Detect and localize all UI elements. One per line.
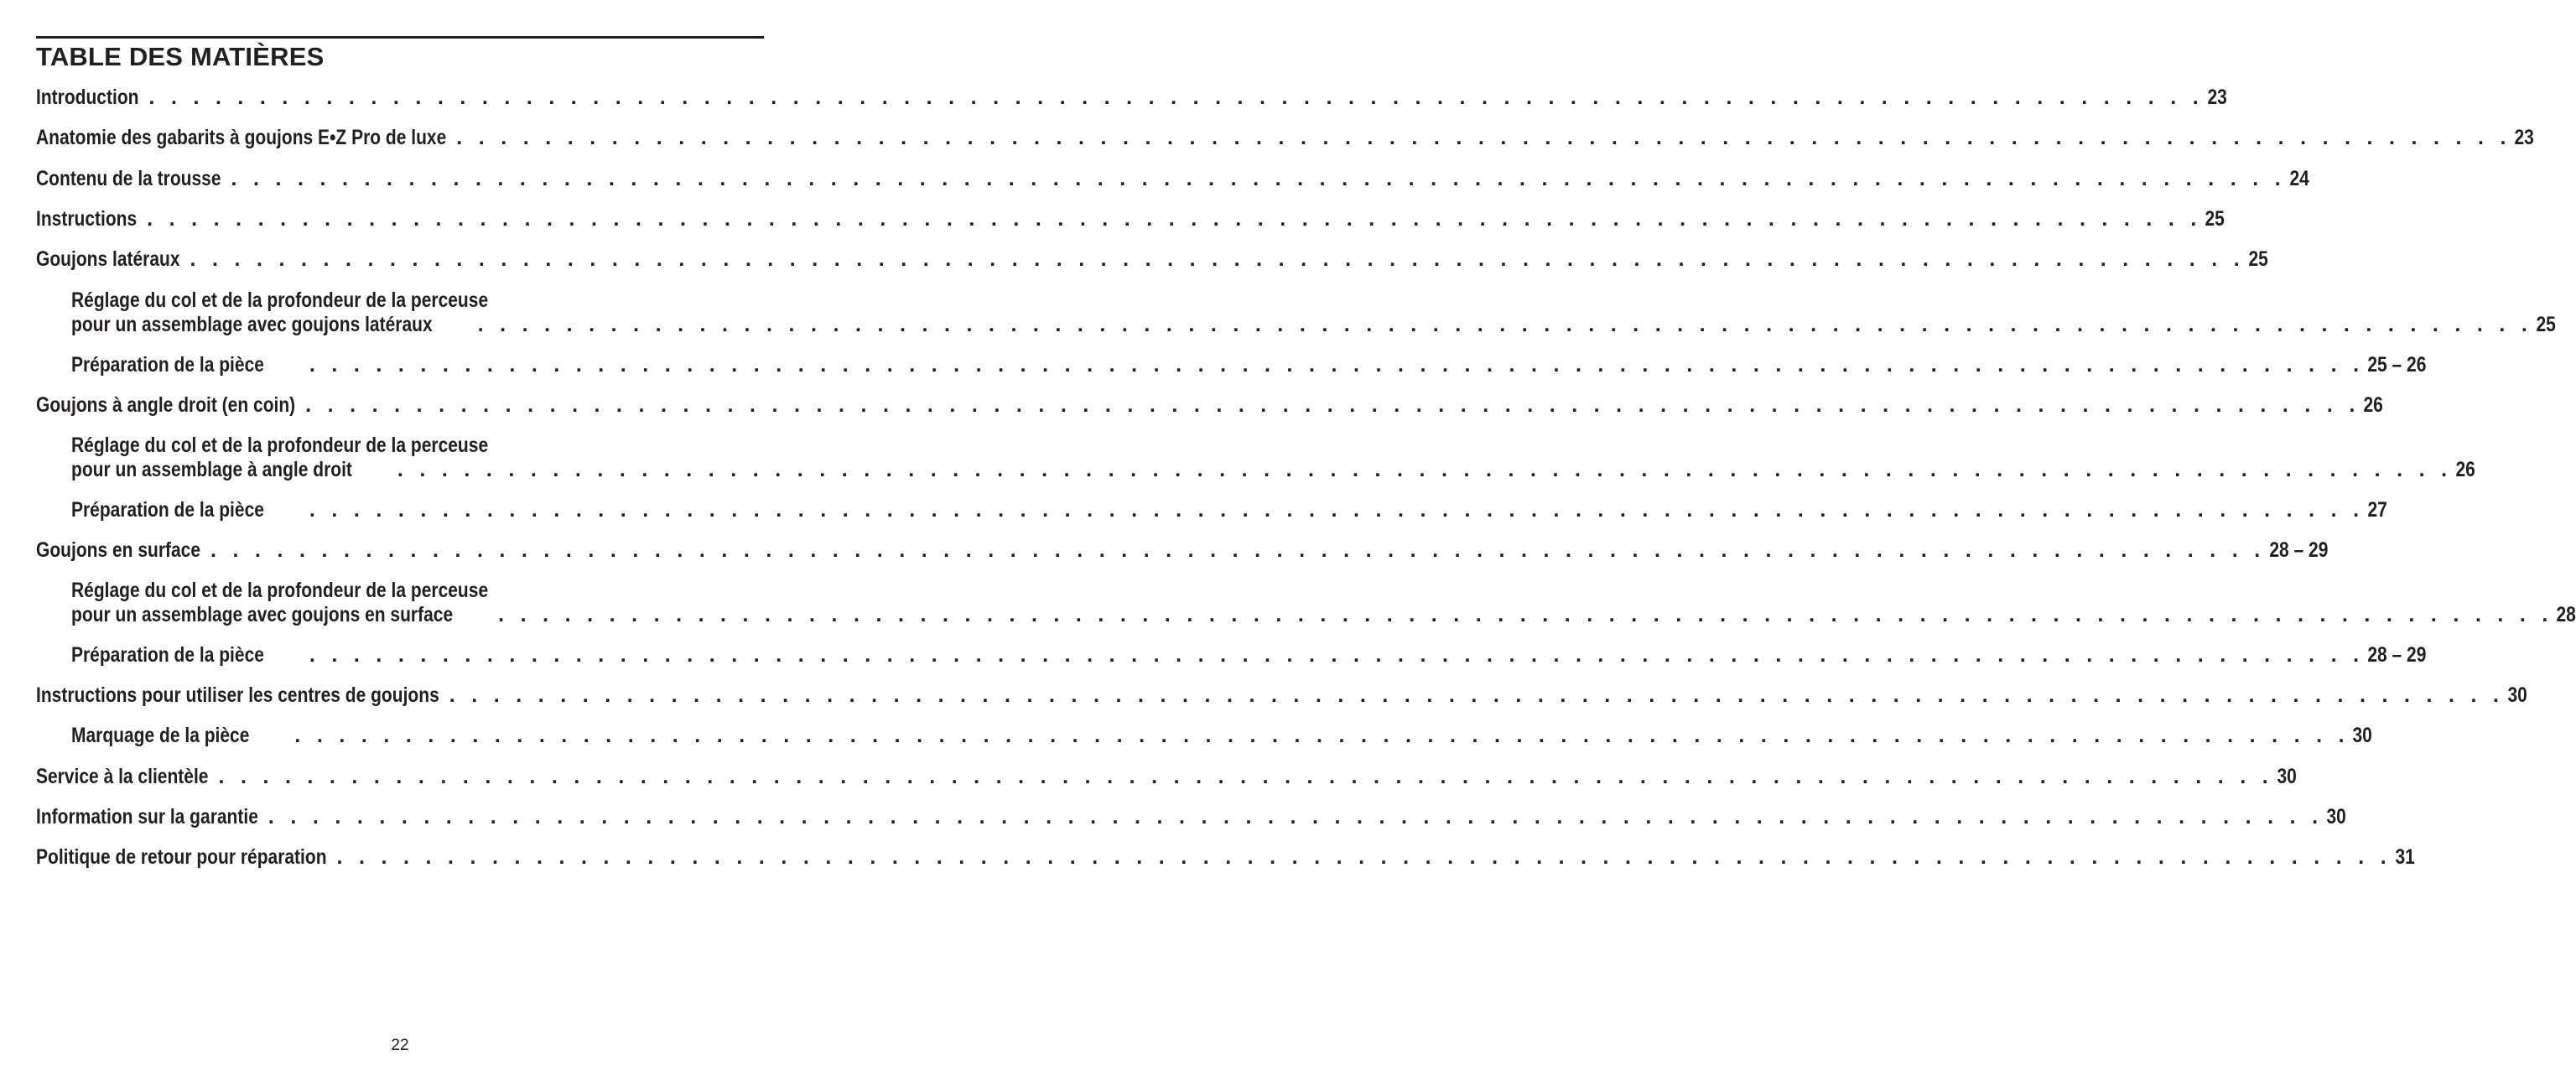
toc-page-number: 28 – 29 — [2268, 538, 2329, 562]
toc-leader: . . . . . . . . . . . . . . . . . . . . . . . . . . . . . . . . . . . . . . . . . . . . . . . . . . . . . . . . . . . . . . . . . . . . . . . . . . . . . . . . . . . . . . . . . . . . . — [294, 724, 2350, 747]
toc-leader: . . . . . . . . . . . . . . . . . . . . . . . . . . . . . . . . . . . . . . . . . . . . . . . . . . . . . . . . . . . . . . . . . . . . . . . . . . . . . . . . . . . . . . . . . . . . . — [147, 207, 2202, 231]
toc-page-number: 30 — [2507, 683, 2527, 707]
toc-entry[interactable] — [36, 805, 2346, 829]
toc-subentry[interactable] — [36, 643, 2427, 668]
toc-subentry[interactable] — [36, 353, 2427, 377]
toc-entry[interactable] — [36, 765, 2297, 789]
toc-entry[interactable] — [36, 207, 2225, 231]
toc-entry[interactable] — [36, 683, 2527, 708]
toc-leader: . . . . . . . . . . . . . . . . . . . . . . . . . . . . . . . . . . . . . . . . . . . . . . . . . . . . . . . . . . . . . . . . . . . . . . . . . . . . . . . . . . . . . . . . . . . . . — [309, 353, 2365, 377]
toc-entry[interactable] — [36, 845, 2415, 870]
toc-leader: . . . . . . . . . . . . . . . . . . . . . . . . . . . . . . . . . . . . . . . . . . . . . . . . . . . . . . . . . . . . . . . . . . . . . . . . . . . . . . . . . . . . . . . . . . . . . — [498, 603, 2553, 626]
toc-leader: . . . . . . . . . . . . . . . . . . . . . . . . . . . . . . . . . . . . . . . . . . . . . . . . . . . . . . . . . . . . . . . . . . . . . . . . . . . . . . . . . . . . . . . . . . . . . — [305, 393, 2360, 417]
toc-page-number: 30 — [2352, 724, 2373, 747]
toc-entry[interactable] — [36, 247, 2268, 272]
toc-page-number: 25 — [2248, 247, 2268, 271]
toc-leader: . . . . . . . . . . . . . . . . . . . . . . . . . . . . . . . . . . . . . . . . . . . . . . . . . . . . . . . . . . . . . . . . . . . . . . . . . . . . . . . . . . . . . . . . . . . . . — [449, 683, 2505, 707]
toc-entry-text: Goujons en surface — [36, 538, 201, 562]
toc-leader: . . . . . . . . . . . . . . . . . . . . . . . . . . . . . . . . . . . . . . . . . . . . . . . . . . . . . . . . . . . . . . . . . . . . . . . . . . . . . . . . . . . . . . . . . . . . . — [190, 247, 2246, 271]
toc-page-number: 26 — [2455, 458, 2475, 481]
toc-entry-text: Préparation de la pièce — [71, 353, 264, 377]
toc-entry[interactable] — [36, 393, 2384, 418]
top-rule — [36, 36, 764, 39]
toc-page-number: 24 — [2289, 167, 2309, 190]
toc-leader: . . . . . . . . . . . . . . . . . . . . . . . . . . . . . . . . . . . . . . . . . . . . . . . . . . . . . . . . . . . . . . . . . . . . . . . . . . . . . . . . . . . . . . . . . . . . . — [267, 805, 2324, 829]
toc-subentry[interactable] — [36, 288, 2556, 337]
toc-leader: . . . . . . . . . . . . . . . . . . . . . . . . . . . . . . . . . . . . . . . . . . . . . . . . . . . . . . . . . . . . . . . . . . . . . . . . . . . . . . . . . . . . . . . . . . . . . — [148, 86, 2204, 109]
toc-entry-text: Information sur la garantie — [36, 805, 258, 829]
toc-subentry[interactable] — [36, 498, 2387, 522]
toc-subentry[interactable] — [36, 579, 2576, 627]
toc-page-number: 27 — [2367, 498, 2387, 522]
toc-entry-text: Anatomie des gabarits à goujons E•Z Pro de luxe — [36, 126, 447, 149]
toc-entry-text: Marquage de la pièce — [71, 724, 250, 747]
toc-entry-text-line1: Réglage du col et de la profondeur de la perceuse — [71, 288, 489, 312]
toc-entry-text: Introduction — [36, 86, 139, 109]
toc-leader: . . . . . . . . . . . . . . . . . . . . . . . . . . . . . . . . . . . . . . . . . . . . . . . . . . . . . . . . . . . . . . . . . . . . . . . . . . . . . . . . . . . . . . . . . . . . . — [309, 498, 2365, 522]
toc-leader: . . . . . . . . . . . . . . . . . . . . . . . . . . . . . . . . . . . . . . . . . . . . . . . . . . . . . . . . . . . . . . . . . . . . . . . . . . . . . . . . . . . . . . . . . . . . . — [397, 458, 2453, 481]
toc-entry-text: Politique de retour pour réparation — [36, 845, 327, 869]
toc-page-number: 28 — [2556, 603, 2576, 626]
toc-entry[interactable] — [36, 167, 2309, 191]
toc-entry-text: pour un assemblage avec goujons latéraux — [71, 313, 433, 336]
toc-leader: . . . . . . . . . . . . . . . . . . . . . . . . . . . . . . . . . . . . . . . . . . . . . . . . . . . . . . . . . . . . . . . . . . . . . . . . . . . . . . . . . . . . . . . . . . . . . — [477, 313, 2533, 336]
toc-page-number: 28 – 29 — [2367, 643, 2427, 667]
toc-subentry[interactable] — [36, 724, 2373, 748]
toc-entry[interactable] — [36, 126, 2535, 150]
toc-leader: . . . . . . . . . . . . . . . . . . . . . . . . . . . . . . . . . . . . . . . . . . . . . . . . . . . . . . . . . . . . . . . . . . . . . . . . . . . . . . . . . . . . . . . . . . . . . — [210, 538, 2266, 562]
toc-leader: . . . . . . . . . . . . . . . . . . . . . . . . . . . . . . . . . . . . . . . . . . . . . . . . . . . . . . . . . . . . . . . . . . . . . . . . . . . . . . . . . . . . . . . . . . . . . — [456, 126, 2511, 149]
toc-entry-text: Instructions — [36, 207, 138, 231]
toc-leader: . . . . . . . . . . . . . . . . . . . . . . . . . . . . . . . . . . . . . . . . . . . . . . . . . . . . . . . . . . . . . . . . . . . . . . . . . . . . . . . . . . . . . . . . . . . . . — [309, 643, 2365, 667]
toc-entry-text: Préparation de la pièce — [71, 643, 264, 667]
toc-entry[interactable] — [36, 538, 2329, 563]
page-number: 22 — [391, 1036, 409, 1054]
toc-entry-text: Contenu de la trousse — [36, 167, 221, 190]
toc-entry-text: pour un assemblage avec goujons en surface — [71, 603, 454, 626]
toc-leader: . . . . . . . . . . . . . . . . . . . . . . . . . . . . . . . . . . . . . . . . . . . . . . . . . . . . . . . . . . . . . . . . . . . . . . . . . . . . . . . . . . . . . . . . . . . . . — [231, 167, 2287, 190]
toc-page-number: 30 — [2326, 805, 2346, 829]
toc-entry-text: pour un assemblage à angle droit — [71, 458, 352, 481]
toc-entry-text: Goujons à angle droit (en coin) — [36, 393, 296, 417]
toc-subentry[interactable] — [36, 434, 2475, 482]
toc-page-number: 25 — [2536, 313, 2556, 336]
toc-page-number: 25 — [2205, 207, 2225, 231]
toc-entry-text: Instructions pour utiliser les centres de goujons — [36, 683, 439, 707]
toc-entry-text-line1: Réglage du col et de la profondeur de la perceuse — [71, 579, 489, 602]
page-title: TABLE DES MATIÈRES — [36, 42, 325, 71]
toc-entry-text: Préparation de la pièce — [71, 498, 264, 522]
toc-page-number: 26 — [2363, 393, 2384, 417]
toc-entry-text: Goujons latéraux — [36, 247, 180, 271]
toc-leader: . . . . . . . . . . . . . . . . . . . . . . . . . . . . . . . . . . . . . . . . . . . . . . . . . . . . . . . . . . . . . . . . . . . . . . . . . . . . . . . . . . . . . . . . . . . . . — [218, 765, 2273, 788]
toc-leader: . . . . . . . . . . . . . . . . . . . . . . . . . . . . . . . . . . . . . . . . . . . . . . . . . . . . . . . . . . . . . . . . . . . . . . . . . . . . . . . . . . . . . . . . . . . . . — [336, 845, 2392, 869]
toc-page-number: 30 — [2276, 765, 2297, 788]
toc-entry[interactable] — [36, 86, 2227, 110]
toc-entry-text: Service à la clientèle — [36, 765, 209, 788]
toc-page-number: 31 — [2395, 845, 2415, 869]
toc-entry-text-line1: Réglage du col et de la profondeur de la perceuse — [71, 434, 489, 457]
toc-page-number: 23 — [2206, 86, 2227, 109]
toc-page-number: 25 – 26 — [2367, 353, 2427, 377]
toc-page-number: 23 — [2514, 126, 2535, 149]
